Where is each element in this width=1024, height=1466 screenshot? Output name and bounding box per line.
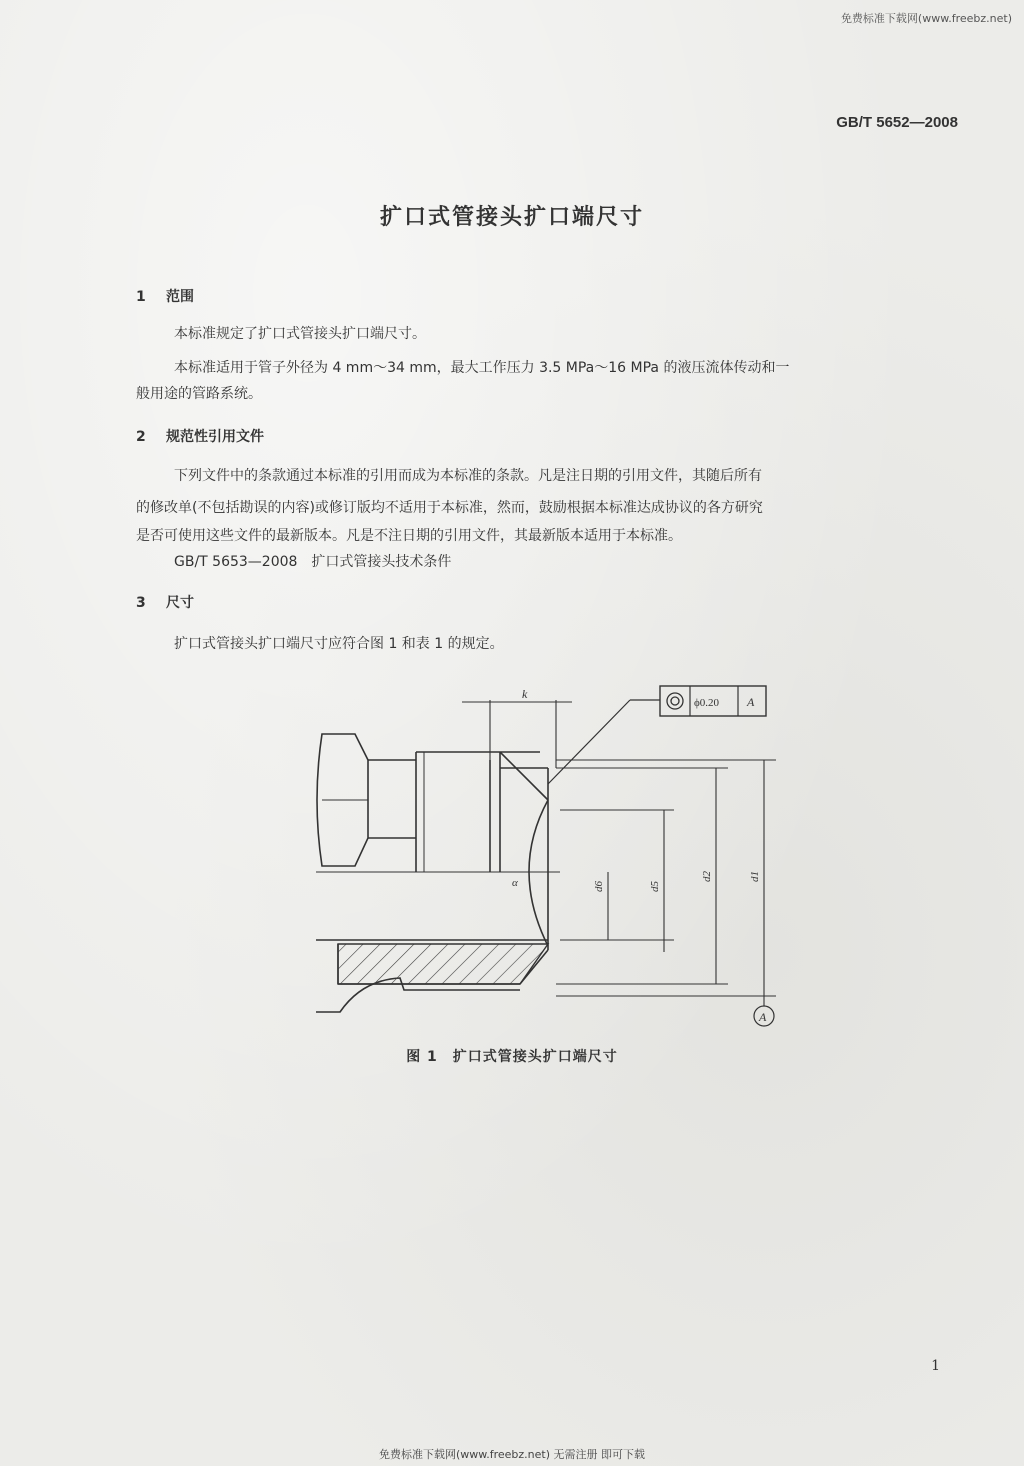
flare-cone-arc [529, 800, 548, 946]
section-number: 1 [136, 289, 146, 305]
paragraph: 本标准规定了扩口式管接头扩口端尺寸。 [174, 326, 426, 342]
section-title: 尺寸 [166, 595, 194, 611]
page-number: 1 [931, 1358, 940, 1374]
watermark-bottom: 免费标准下载网(www.freebz.net) 无需注册 即可下载 [378, 1448, 646, 1461]
diameter-dimensions [556, 760, 776, 1006]
dimension-d2-label: d2 [701, 871, 713, 882]
section-number: 3 [136, 595, 146, 611]
standard-number: GB/T 5652—2008 [836, 114, 958, 131]
concentricity-icon [667, 693, 683, 709]
page-title: 扩口式管接头扩口端尺寸 [379, 205, 644, 230]
paragraph: 的修改单(不包括勘误的内容)或修订版均不适用于本标准，然而，鼓励根据本标准达成协议的各方研究 [136, 500, 763, 516]
watermark-top: 免费标准下载网(www.freebz.net) [840, 12, 1012, 25]
section-number: 2 [136, 429, 146, 445]
datum-a-label: A [759, 1010, 767, 1024]
section-title: 范围 [166, 289, 194, 305]
section-title: 规范性引用文件 [166, 429, 264, 445]
tolerance-datum: A [747, 695, 755, 709]
paragraph: 扩口式管接头扩口端尺寸应符合图 1 和表 1 的规定。 [174, 636, 504, 652]
dimension-d6-label: d6 [593, 881, 605, 892]
paragraph: 下列文件中的条款通过本标准的引用而成为本标准的条款。凡是注日期的引用文件，其随后所有 [174, 468, 762, 484]
angle-alpha-label: α [512, 877, 518, 889]
paragraph: 是否可使用这些文件的最新版本。凡是不注日期的引用文件，其最新版本适用于本标准。 [136, 528, 682, 544]
paragraph: 般用途的管路系统。 [136, 386, 262, 402]
paragraph: 本标准适用于管子外径为 4 mm～34 mm，最大工作压力 3.5 MPa～16 MPa 的液压流体传动和一 [174, 360, 790, 376]
section-hatch [338, 944, 548, 984]
dimension-d5-label: d5 [649, 881, 661, 892]
dimension-k [462, 700, 572, 768]
referenced-standard: GB/T 5653—2008 扩口式管接头技术条件 [174, 554, 452, 570]
dimension-k-label: k [522, 687, 528, 701]
tolerance-value: ϕ0.20 [694, 697, 720, 709]
figure-caption: 图 1 扩口式管接头扩口端尺寸 [406, 1049, 618, 1065]
dimension-d1-label: d1 [749, 871, 761, 882]
